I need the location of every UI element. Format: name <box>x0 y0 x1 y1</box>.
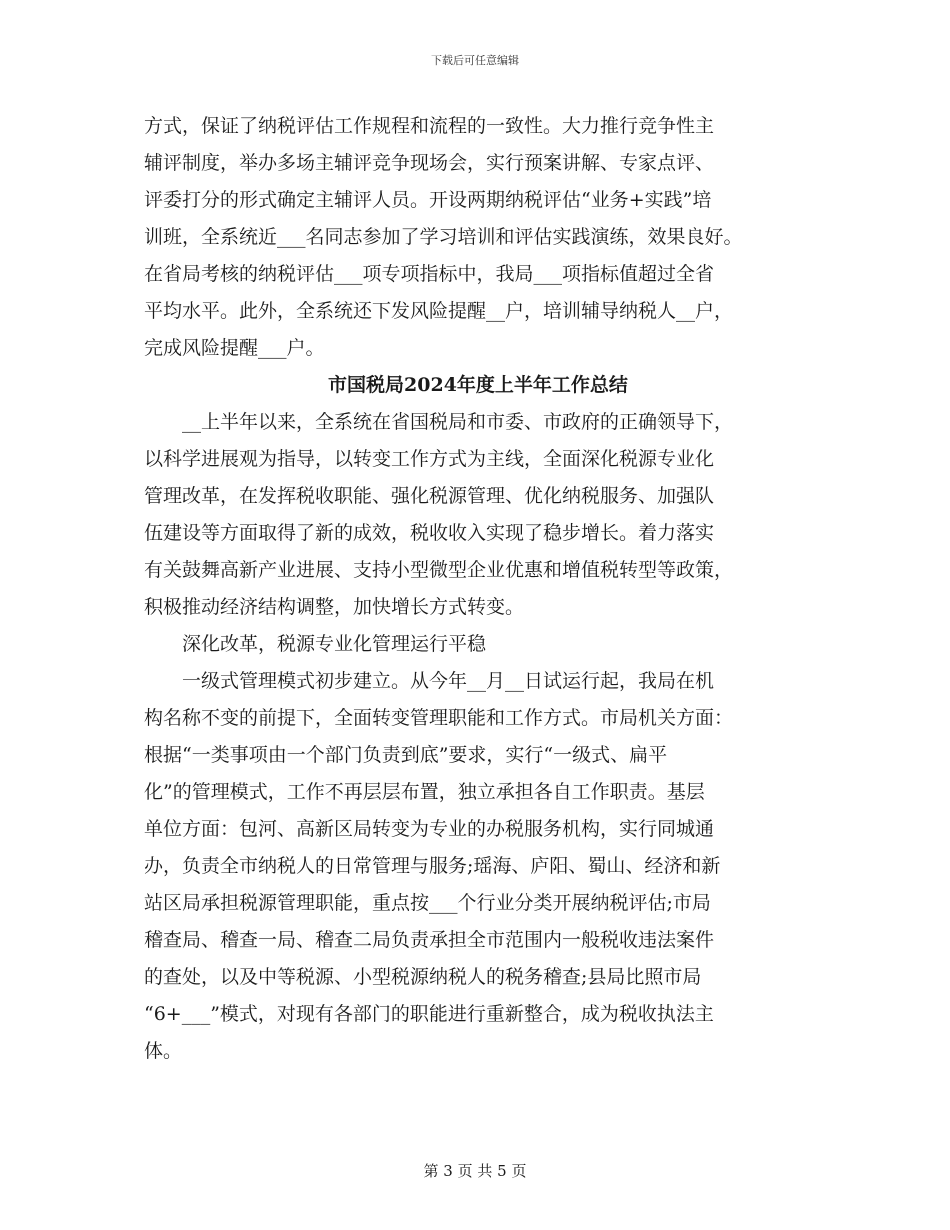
paragraph-line: 有关鼓舞高新产业进展、支持小型微型企业优惠和增值税转型等政策， <box>144 559 734 581</box>
paragraph-line: 构名称不变的前提下，全面转变管理职能和工作方式。市局机关方面： <box>144 707 734 729</box>
paragraph-line: 完成风险提醒___户。 <box>144 337 325 359</box>
document-body <box>144 108 812 1070</box>
paragraph-line: 稽查局、稽查一局、稽查二局负责承担全市范围内一般税收违法案件 <box>144 929 715 951</box>
paragraph-line: 平均水平。此外，全系统还下发风险提醒__户，培训辅导纳税人__户， <box>144 300 734 322</box>
page-header-note: 下载后可任意编辑 <box>431 54 519 67</box>
paragraph-line: 化”的管理模式，工作不再层层布置，独立承担各自工作职责。基层 <box>144 781 705 803</box>
paragraph-line: 站区局承担税源管理职能，重点按___个行业分类开展纳税评估;市局 <box>144 892 711 914</box>
paragraph-line: “6+___”模式，对现有各部门的职能进行重新整合，成为税收执法主 <box>144 1003 714 1025</box>
paragraph-line: 评委打分的形式确定主辅评人员。开设两期纳税评估“业务+实践”培 <box>144 189 712 211</box>
paragraph-line: __上半年以来，全系统在省国税局和市委、市政府的正确领导下， <box>144 411 734 433</box>
paragraph-line: 根据“一类事项由一个部门负责到底”要求，实行“一级式、扁平 <box>144 744 668 766</box>
paragraph-line: 伍建设等方面取得了新的成效，税收收入实现了稳步增长。着力落实 <box>144 522 715 544</box>
document-title: 市国税局2024年度上半年工作总结 <box>328 374 628 396</box>
page-number: 第 3 页 共 5 页 <box>423 1162 527 1180</box>
paragraph-line: 单位方面：包河、高新区局转变为专业的办税服务机构，实行同城通 <box>144 818 715 840</box>
paragraph-line: 管理改革，在发挥税收职能、强化税源管理、优化纳税服务、加强队 <box>144 485 715 507</box>
paragraph-line: 办，负责全市纳税人的日常管理与服务;瑶海、庐阳、蜀山、经济和新 <box>144 855 721 877</box>
paragraph-line: 辅评制度，举办多场主辅评竞争现场会，实行预案讲解、专家点评、 <box>144 152 715 174</box>
paragraph-line: 积极推动经济结构调整，加快增长方式转变。 <box>144 596 525 618</box>
paragraph-line: 的查处，以及中等税源、小型税源纳税人的税务稽查;县局比照市局 <box>144 966 702 988</box>
paragraph-line: 一级式管理模式初步建立。从今年__月__日试运行起，我局在机 <box>144 670 715 692</box>
section-heading: 深化改革，税源专业化管理运行平稳 <box>144 633 487 655</box>
paragraph-line: 训班，全系统近___名同志参加了学习培训和评估实践演练，效果良好。 <box>144 226 743 248</box>
paragraph-line: 体。 <box>144 1040 183 1062</box>
paragraph-line: 以科学进展观为指导，以转变工作方式为主线，全面深化税源专业化 <box>144 448 715 470</box>
paragraph-line: 方式，保证了纳税评估工作规程和流程的一致性。大力推行竞争性主 <box>144 115 715 137</box>
paragraph-line: 在省局考核的纳税评估___项专项指标中，我局___项指标值超过全省 <box>144 263 715 285</box>
